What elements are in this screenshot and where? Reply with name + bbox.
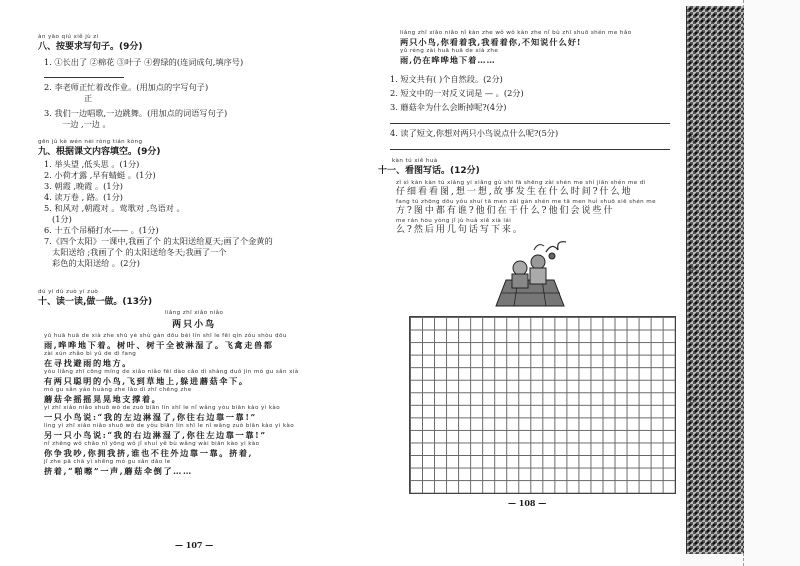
writing-grid[interactable] — [409, 316, 676, 494]
section-11 — [378, 158, 480, 177]
story-text — [44, 333, 299, 477]
q9-7c: 彩色的太阳送给 。(2分) — [52, 258, 140, 268]
section-9-questions — [44, 159, 273, 269]
q9-6: 6. 十五个吊桶打水—— 。(1分) — [44, 225, 159, 235]
q9-4: 4. 读万卷 , 路。(1分) — [44, 192, 123, 202]
answer-line — [390, 139, 670, 150]
story-pinyin-line: mó gu sǎn yáo huàng zhe lǎo dì zhī chēng zhe — [44, 387, 192, 393]
section-10 — [38, 289, 152, 308]
prompt-text-line: 方?图中都有谁?他们在干什么?他们会说些什 — [396, 206, 615, 216]
answer-line — [44, 68, 124, 78]
story-text-line: 另一只小鸟说:“我的右边淋湿了,你往左边靠一靠!” — [44, 430, 267, 440]
q10-4: 4. 读了短文,你想对两只小鸟说点什么呢?(5分) — [390, 128, 559, 138]
prompt-pinyin-line: zǐ xì kàn kàn tú xiǎng yi xiǎng gù shi fā shēng zài shén me shí jiān shén me dì — [396, 180, 646, 186]
section-8-questions — [44, 57, 243, 130]
q10-1: 1. 短文共有( )个自然段。(2分) — [390, 74, 503, 84]
cut-line — [743, 0, 744, 566]
section-9-pinyin: gēn jù kè wén nèi róng tián kòng — [38, 139, 143, 145]
left-page — [0, 0, 378, 566]
section-11-title: 十一、看图写话。(12分) — [378, 166, 480, 176]
side-label-surname: 姓 — [688, 266, 695, 274]
q8-3-blank: 一边 ,一边 。 — [62, 119, 111, 129]
section-10-pinyin: dú yi dú zuò yi zuò — [38, 289, 99, 295]
section-11-pinyin: kàn tú xiě huà — [392, 158, 438, 164]
story-cont-line-1: 两只小鸟,你看着我,我看着你,不知说什么好! — [400, 37, 582, 47]
q9-5: 5. 和风对 ,朝霞对 。莺歌对 ,鸟语对 。 — [44, 203, 185, 213]
prompt-text-line: 么?然后用几句话写下来。 — [396, 225, 524, 235]
section-9-title: 九、根据课文内容填空。(9分) — [38, 147, 161, 157]
q9-2: 2. 小荷才露 ,早有蜻蜓 。(1分) — [44, 170, 156, 180]
answer-line — [390, 113, 670, 124]
children-reading-illustration — [490, 238, 570, 310]
story-heading — [165, 310, 223, 330]
story-pinyin-line: yì zhī xiǎo niǎo shuō wǒ de zuǒ biān lín shī le nǐ wǎng yòu biān kào yì kào — [44, 405, 281, 411]
q9-5b: (1分) — [52, 214, 72, 224]
story-text-line: 雨,哗哗地下着。树叶、树干全被淋湿了。飞禽走兽都 — [44, 340, 274, 350]
section-10-questions — [390, 74, 670, 150]
q10-3: 3. 蘑菇伞为什么会断掉呢?(4分) — [390, 102, 507, 112]
story-text-line: 挤着,“啪嚓”一声,蘑菇伞倒了…… — [44, 466, 193, 476]
story-text-line: 有两只聪明的小鸟,飞到草地上,躲进蘑菇伞下。 — [44, 376, 249, 386]
side-label-name: 名 — [688, 396, 695, 404]
q9-1: 1. 举头望 ,低头思 。(1分) — [44, 159, 140, 169]
story-pinyin-line: lìng yì zhī xiǎo niǎo shuō wǒ de yòu biān lín shī le nǐ wǎng zuǒ biān kào yi kào — [44, 423, 295, 429]
q9-3: 3. 朝霞 ,晚霞 。(1分) — [44, 181, 123, 191]
story-cont-pinyin-1: liǎng zhī xiǎo niǎo nǐ kàn zhe wǒ wǒ kàn zhe nǐ bù zhī shuō shén me hǎo — [400, 30, 632, 36]
q9-7: 7.《四个太阳》一课中,我画了个 的太阳送给夏天;画了个金黄的 — [44, 236, 273, 246]
story-text-line: 在寻找避雨的地方。 — [44, 358, 133, 368]
q8-2-blank: 正 — [84, 93, 93, 103]
story-pinyin-line: zài xún zhǎo bì yǔ de dì fang — [44, 351, 137, 357]
story-title: 两只小鸟 — [172, 320, 217, 330]
story-continuation — [400, 30, 632, 66]
section-9 — [38, 139, 161, 158]
story-cont-pinyin-2: yǔ réng zài huā huā de xià zhe — [400, 48, 499, 54]
page-number-right: — 108 — — [508, 498, 547, 508]
section-8-pinyin: àn yāo qiú xiě jù zi — [38, 34, 99, 40]
section-10-title: 十、读一读,做一做。(13分) — [38, 297, 153, 307]
section-11-prompt — [396, 180, 656, 237]
prompt-text-line: 仔细看看图,想一想,故事发生在什么时间?什么地 — [396, 187, 633, 197]
story-pinyin-line: yǔ huā huā de xià zhe shù yè shù gàn dōu bèi lín shī le fēi qín zǒu shòu dōu — [44, 333, 287, 339]
q10-2: 2. 短文中的一对反义词是 — 。(2分) — [390, 88, 524, 98]
prompt-pinyin-line: me rán hòu yòng jǐ jù huà xiě xià lái — [396, 218, 512, 224]
story-pinyin-line: yǒu liǎng zhī cōng míng de xiǎo niǎo fēi dào cǎo dì shàng duǒ jìn mó gu sǎn xià — [44, 369, 299, 375]
decorative-pattern-border — [686, 6, 744, 554]
story-text-line: 蘑菇伞摇摇晃晃地支撑着。 — [44, 394, 162, 404]
story-title-pinyin: liǎng zhī xiǎo niǎo — [165, 310, 224, 316]
story-cont-line-2: 雨,仍在哗哗地下着…… — [400, 55, 496, 65]
q8-3: 3. 我们一边唱歌,一边跳舞。(用加点的词语写句子) — [44, 108, 228, 118]
section-8 — [38, 34, 143, 53]
right-page — [378, 0, 680, 566]
story-pinyin-line: nǐ zhēng wǒ chǎo nǐ yōng wǒ jǐ shuí yě bù wǎng wài biān kào yi kào — [44, 441, 260, 447]
story-text-line: 你争我吵,你拥我挤,谁也不往外边靠一靠。挤着, — [44, 448, 254, 458]
story-text-line: 一只小鸟说:“我的左边淋湿了,你往右边靠一靠!” — [44, 412, 257, 422]
page-number-left: — 107 — — [175, 540, 214, 550]
q8-1: 1. ①长出了 ②棉花 ③叶子 ④碧绿的(连词成句,填序号) — [44, 57, 244, 67]
q8-2: 2. 李老师正忙着改作业。(用加点的字写句子) — [44, 82, 209, 92]
section-8-title: 八、按要求写句子。(9分) — [38, 42, 143, 52]
q9-7b: 太阳送给 ;我画了个 的太阳送给冬天;我画了一个 — [52, 247, 227, 257]
side-label-class: 班 — [688, 136, 695, 144]
story-pinyin-line: jǐ zhe pā chā yì shēng mó gu sǎn dǎo le — [44, 459, 171, 465]
prompt-pinyin-line: fang tú zhōng dōu yǒu shuí tā men zài gàn shén me tā men huì shuō xiē shén me — [396, 199, 656, 205]
